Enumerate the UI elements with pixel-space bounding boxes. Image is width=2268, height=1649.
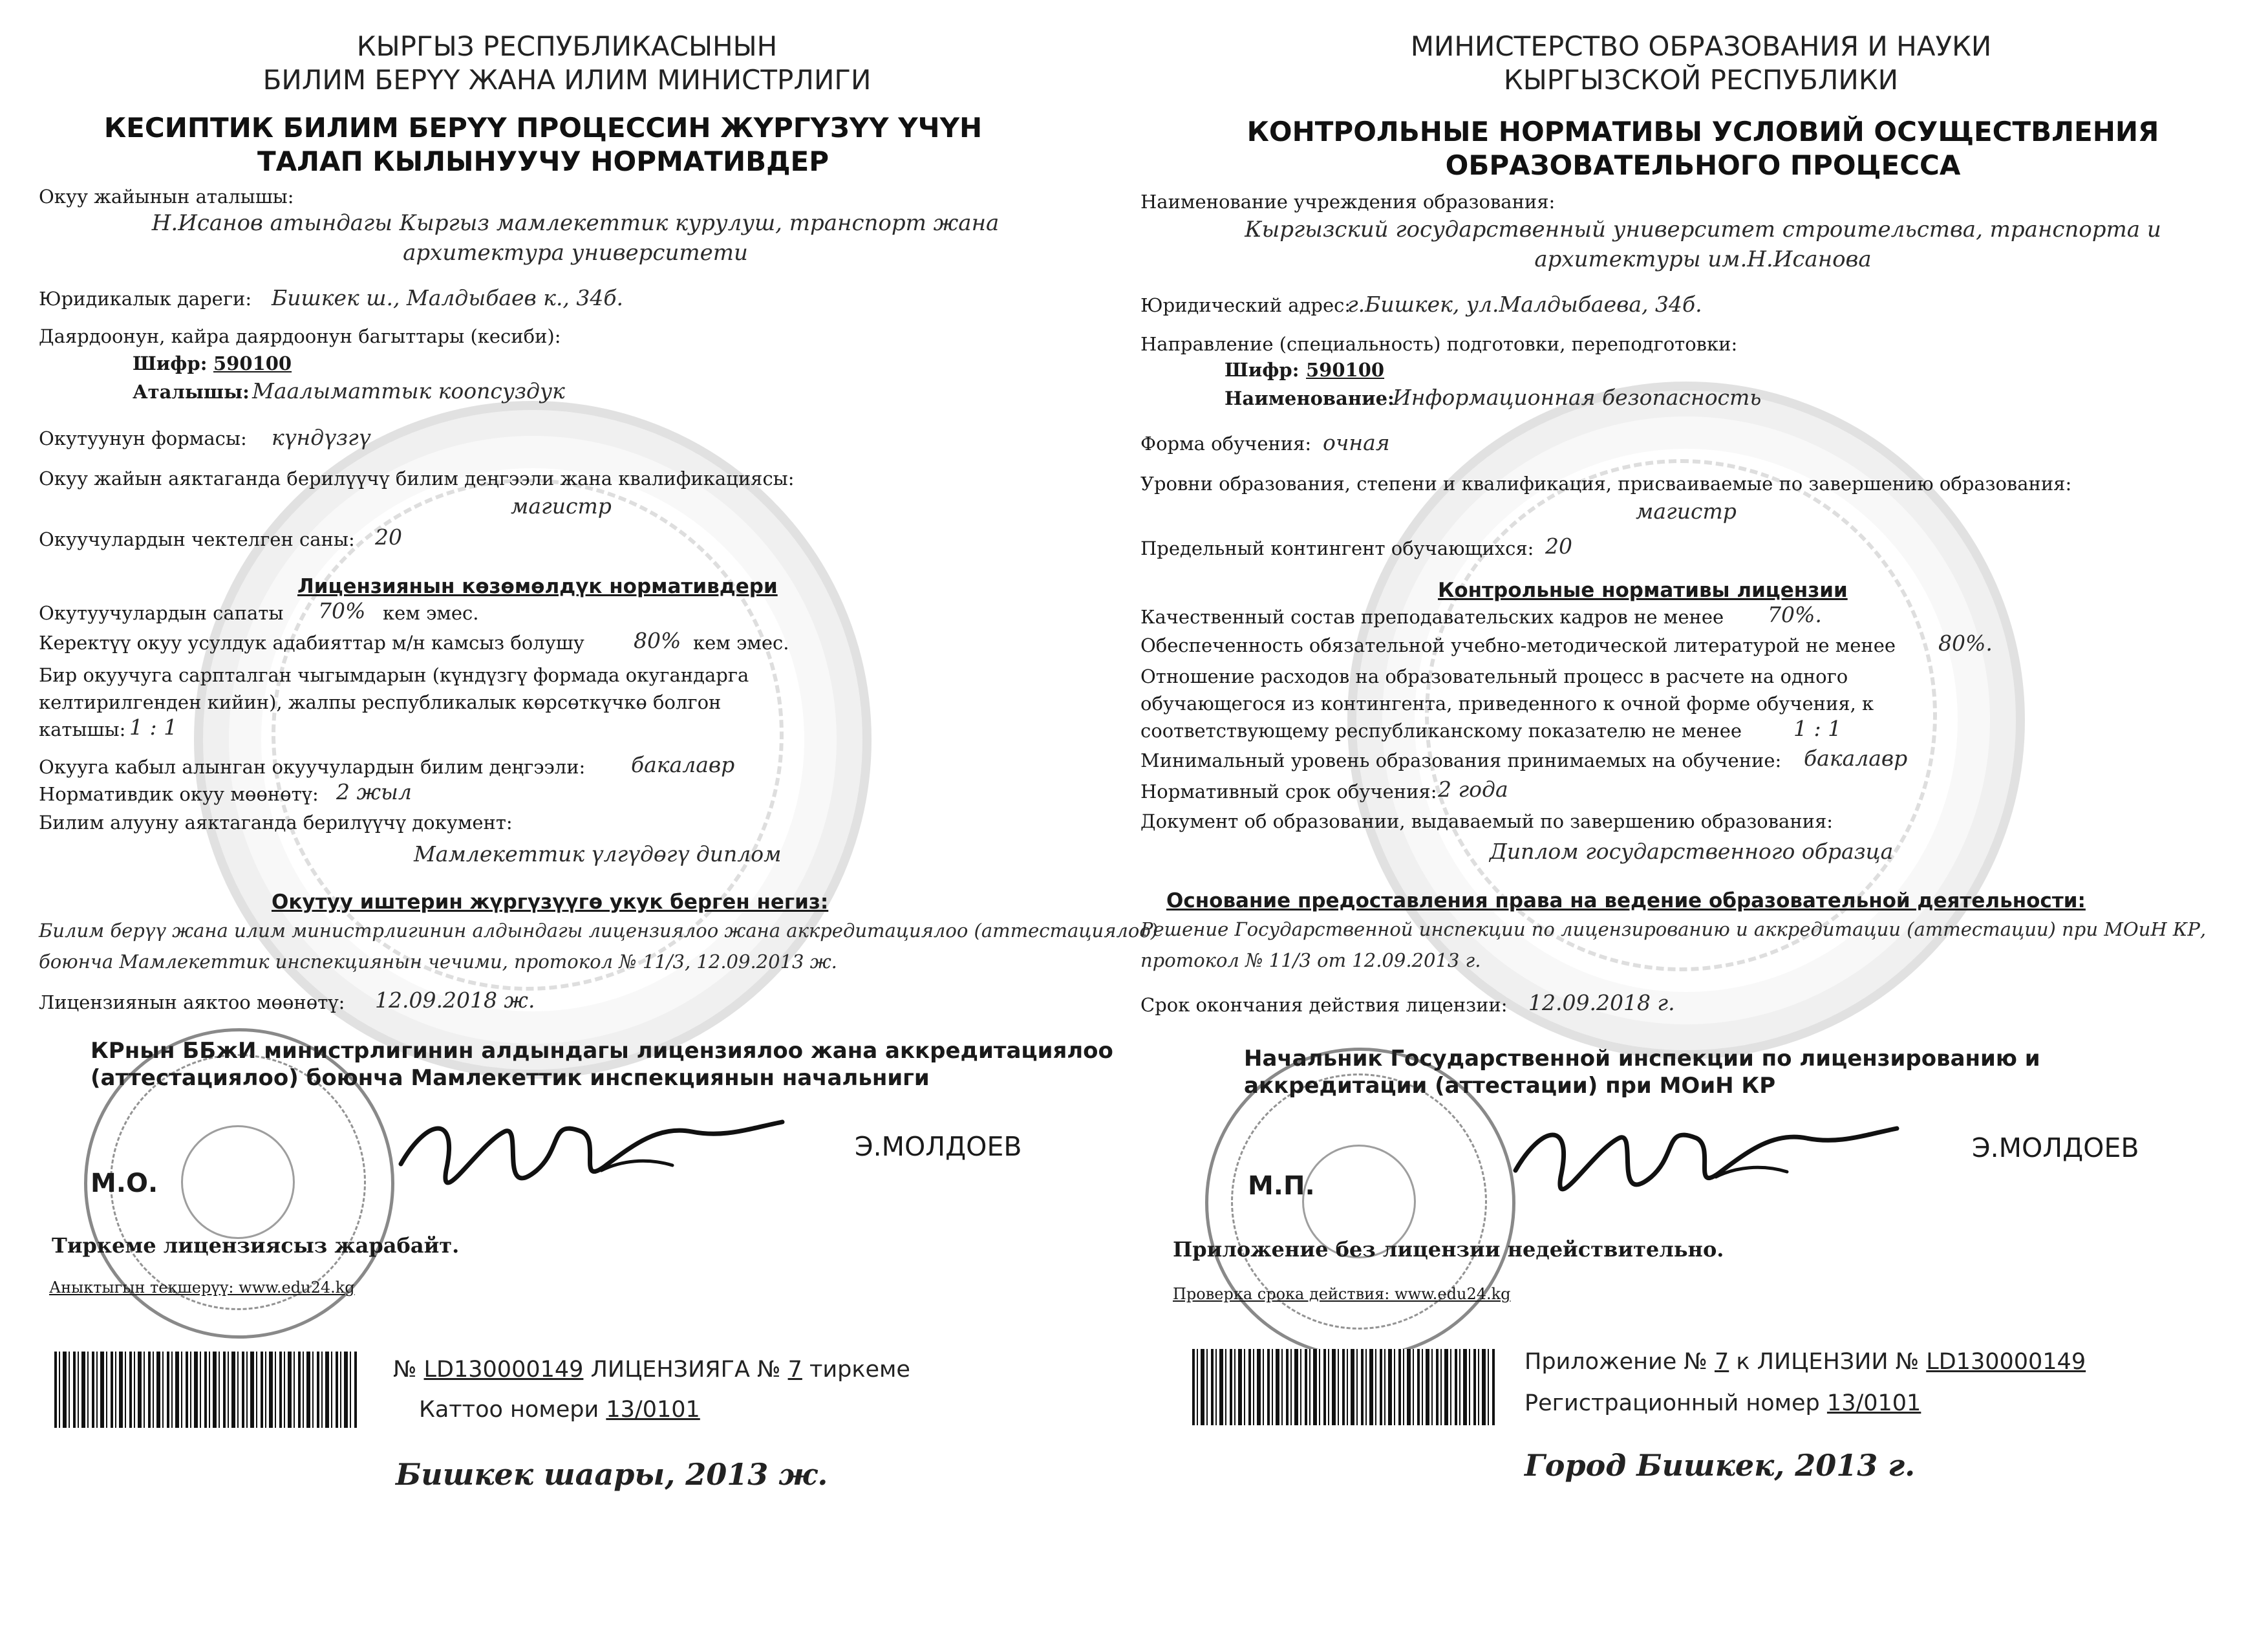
institution-label: Наименование учреждения образования: [1140,191,1556,213]
document-label: Билим алууну аяктаганда берилүүчү документ: [39,812,513,834]
basis-heading: Окутуу иштерин жүргүзүүгө укук берген негиз: [272,890,829,914]
appendix-word: тиркеме [809,1357,910,1383]
verify-link[interactable]: Проверка срока действия: www.edu24.kg [1173,1285,1511,1303]
institution-value: Кыргызский государственный университет строительства, транспорта и архитектуры им.Н.Исанова [1245,217,2161,272]
signature-icon [1503,1099,1903,1242]
city-year: Бишкек шаары, 2013 ж. [396,1457,828,1492]
limit-value: 20 [375,524,402,550]
expenses-line2: обучающегося из контингента, приведенного к очной форме обучения, к [1140,693,1874,715]
admission-label: Минимальный уровень образования принимаемых на обучение: [1140,749,1782,771]
document-title-line1: КЕСИПТИК БИЛИМ БЕРҮҮ ПРОЦЕССИН ЖҮРГҮЗҮҮ ҮЧҮН [103,112,983,144]
city-year: Город Бишкек, 2013 г. [1524,1448,1916,1483]
duration-label: Нормативный срок обучения: [1140,781,1437,803]
registration-number: 13/0101 [1826,1390,1921,1416]
signer-title-line2: (аттестациялоо) боюнча Мамлекеттик инспекциянын начальниги [91,1065,930,1091]
appendix-note: Приложение без лицензии недействительно. [1173,1237,1724,1262]
appendix-prefix: Приложение № [1524,1349,1707,1375]
signer-title-line1: КРнын ББжИ министрлигинин алдындагы лицензиялоо жана аккредитациялоо [91,1038,1113,1064]
document-title [1160,115,2246,182]
ministry-header-line1: КЫРГЫЗ РЕСПУБЛИКАСЫНЫН [356,30,778,62]
expiry-value: 12.09.2018 г. [1528,990,1675,1015]
level-value: магистр [1636,499,1737,524]
code-label: Шифр: [1225,359,1300,381]
quality-value: 70%. [1768,602,1822,627]
stamp-place-label: М.О. [91,1169,158,1198]
document-title-line1: КОНТРОЛЬНЫЕ НОРМАТИВЫ УСЛОВИЙ ОСУЩЕСТВЛЕНИЯ [1246,116,2159,147]
institution-label: Окуу жайынын аталышы: [39,186,294,208]
signer-title-line1: Начальник Государственной инспекции по лицензированию и [1244,1046,2040,1072]
ministry-header-line2: КЫРГЫЗСКОЙ РЕСПУБЛИКИ [1503,64,1899,96]
basis-line1: Билим берүү жана илим министрлигинин алдындагы лицензиялоо жана аккредитациялоо (аттестациялоо) [39,920,1159,942]
direction-label: Даярдоонун, кайра даярдоонун багыттары (кесиби): [39,325,561,347]
license-middle: ЛИЦЕНЗИЯГА № [590,1357,781,1383]
right-page [1134,0,2268,1649]
license-prefix: № [393,1357,417,1383]
ministry-header [0,30,1134,97]
license-number: LD130000149 [1926,1349,2086,1375]
level-label: Окуу жайын аяктаганда берилүүчү билим деңгээли жана квалификациясы: [39,468,795,490]
admission-label: Окууга кабыл алынган окуучулардын билим деңгээли: [39,756,586,778]
expenses-line1: Отношение расходов на образовательный процесс в расчете на одного [1140,665,1848,687]
level-label: Уровни образования, степени и квалификация, присваиваемые по завершению образования: [1140,473,2072,495]
registration-number: 13/0101 [606,1397,700,1423]
literature-label: Обеспеченность обязательной учебно-методической литературой не менее [1140,634,1896,656]
expiry-label: Лицензиянын аяктоо мөөнөтү: [39,991,345,1013]
code-value: 590100 [213,352,292,374]
barcode-icon [54,1352,358,1428]
document-label: Документ об образовании, выдаваемый по завершению образования: [1140,810,1834,832]
appendix-note: Тиркеме лицензиясыз жарабайт. [52,1233,460,1258]
signer-name: Э.МОЛДОЕВ [1972,1132,2139,1163]
signature-icon [388,1093,789,1235]
license-number: LD130000149 [423,1357,584,1383]
signer-name: Э.МОЛДОЕВ [855,1131,1022,1162]
literature-label: Керектүү окуу усулдук адабияттар м/н камсыз болушу [39,632,584,654]
name-label: Аталышы: [133,381,250,403]
admission-value: бакалавр [631,752,735,777]
address-value: г.Бишкек, ул.Малдыбаева, 34б. [1347,292,1702,317]
expenses-value: 1 : 1 [129,715,178,740]
document-title-line2: ТАЛАП КЫЛЫНУУЧУ НОРМАТИВДЕР [257,146,829,177]
expenses-value: 1 : 1 [1793,716,1842,741]
code-value: 590100 [1306,359,1385,381]
document-title [39,111,1047,178]
stamp-place-label: М.П. [1248,1171,1315,1201]
expenses-line3: соответствующему республиканскому показателю не менее [1140,720,1742,742]
expenses-line1: Бир окуучуга сарпталган чыгымдарын (күндүзгү формада окугандарга [39,664,749,686]
appendix-number: 7 [787,1357,802,1383]
limit-label: Окуучулардын чектелген саны: [39,528,355,550]
form-value: очная [1323,430,1390,455]
appendix-number: 7 [1714,1349,1729,1375]
name-value: Информационная безопасность [1393,385,1762,410]
form-label: Окутуунун формасы: [39,427,247,449]
registration-line [1524,1389,1921,1417]
form-label: Форма обучения: [1140,433,1312,455]
document-title-line2: ОБРАЗОВАТЕЛЬНОГО ПРОЦЕССА [1445,149,1961,181]
limit-label: Предельный контингент обучающихся: [1140,537,1534,559]
expiry-label: Срок окончания действия лицензии: [1140,994,1508,1016]
institution-value: Н.Исанов атындагы Кыргыз мамлекеттик курулуш, транспорт жана архитектура университети [151,210,1000,266]
level-value: магистр [511,493,612,519]
admission-value: бакалавр [1804,746,1908,771]
code-label: Шифр: [133,352,208,374]
verify-link[interactable]: Аныктыгын текшерүү: www.edu24.kg [49,1278,355,1297]
document-value: Диплом государственного образца [1490,839,1894,864]
license-line [1524,1348,2086,1376]
address-value: Бишкек ш., Малдыбаев к., 34б. [272,285,624,310]
basis-heading: Основание предоставления права на ведение образовательной деятельности: [1166,889,2086,912]
barcode-icon [1192,1349,1496,1425]
ministry-header [1134,30,2268,97]
literature-suffix: кем эмес. [693,632,789,654]
basis-line2: боюнча Мамлекеттик инспекциянын чечими, протокол № 11/3, 12.09.2013 ж. [39,951,837,973]
registration-label: Каттоо номери [419,1397,599,1423]
expiry-value: 12.09.2018 ж. [375,987,535,1013]
duration-value: 2 жыл [336,779,412,804]
document-value: Мамлекеттик үлгүдөгү диплом [414,841,782,867]
stamp-emblem [181,1125,295,1239]
ministry-header-line1: МИНИСТЕРСТВО ОБРАЗОВАНИЯ И НАУКИ [1410,30,1992,62]
name-label: Наименование: [1225,387,1395,409]
norms-heading: Лицензиянын көзөмөлдүк нормативдери [297,575,778,598]
appendix-middle: к ЛИЦЕНЗИИ № [1736,1349,1920,1375]
basis-line2: протокол № 11/3 от 12.09.2013 г. [1140,949,1481,971]
basis-line1: Решение Государственной инспекции по лицензированию и аккредитации (аттестации) при МОиН КР, [1140,918,2207,940]
literature-value: 80%. [1938,630,1993,656]
signer-title-line2: аккредитации (аттестации) при МОиН КР [1244,1073,1776,1099]
form-value: күндүзгү [272,425,371,450]
quality-value: 70% [318,598,366,623]
expenses-line2: келтирилгенден кийин), жалпы республикалык көрсөткүчкө болгон [39,691,722,713]
norms-heading: Контрольные нормативы лицензии [1438,579,1848,602]
address-label: Юридикалык дареги: [39,288,252,310]
duration-label: Нормативдик окуу мөөнөтү: [39,783,319,805]
duration-value: 2 года [1438,777,1508,802]
quality-label: Качественный состав преподавательских кадров не менее [1140,606,1724,628]
literature-value: 80% [634,628,681,653]
expenses-line3: катышы: [39,718,126,740]
quality-label: Окутуучулардын сапаты [39,602,284,624]
registration-label: Регистрационный номер [1524,1390,1820,1416]
registration-line [419,1396,700,1424]
address-label: Юридический адрес: [1140,294,1351,316]
license-line [393,1355,910,1384]
name-value: Маалыматтык коопсуздук [252,378,565,404]
direction-label: Направление (специальность) подготовки, переподготовки: [1140,333,1738,355]
limit-value: 20 [1545,534,1572,559]
quality-suffix: кем эмес. [383,602,479,624]
ministry-header-line2: БИЛИМ БЕРҮҮ ЖАНА ИЛИМ МИНИСТРЛИГИ [262,64,872,96]
